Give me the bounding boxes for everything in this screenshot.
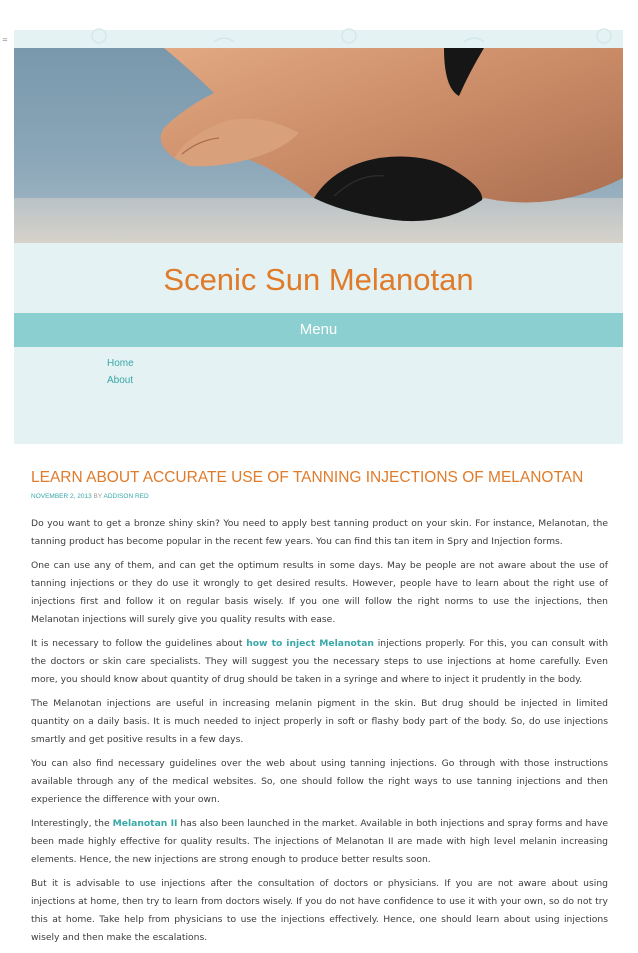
post-by-label: BY (93, 493, 103, 500)
header-decoration (14, 30, 623, 48)
swirl-pattern-icon (14, 30, 623, 48)
post-paragraph (31, 815, 608, 869)
post-paragraph (31, 635, 608, 689)
paragraph-text: It is necessary to follow the guidelines about (31, 638, 247, 649)
post-body (31, 515, 608, 953)
page-wrapper (14, 30, 623, 943)
link-melanotan-ii[interactable]: Melanotan II (112, 818, 178, 829)
hero-image (14, 48, 623, 243)
paragraph-text: Interestingly, the (31, 818, 113, 829)
post-paragraph: The Melanotan injections are useful in increasing melanin pigment in the skin. But drug should be injected in limited quantity on a daily basis. It is much needed to inject properly in soft or flashy body part of the body. So, do use injections smartly and get positive results in a few days. (31, 698, 608, 745)
post-date[interactable]: NOVEMBER 2, 2013 (31, 493, 92, 500)
post-paragraph: But it is advisable to use injections after the consultation of doctors or physicians. If you are not aware about using injections at home, then try to learn from doctors wisely. If you do not have confidence to use it with your own, so do not try this at home. Take help from physicians to use the injections effectively. Hence, one should learn about using injections wisely and then make the escalations. (31, 878, 608, 943)
post-paragraph: Do you want to get a bronze shiny skin? You need to apply best tanning product on your skin. For instance, Melanotan, the tanning product has become popular in the recent few years. You can find this tan item in Spry and Injection forms. (31, 518, 608, 547)
primary-nav (107, 355, 134, 389)
site-title[interactable]: Scenic Sun Melanotan (163, 262, 474, 297)
post-title[interactable]: LEARN ABOUT ACCURATE USE OF TANNING INJECTIONS OF MELANOTAN (31, 469, 584, 486)
hero-photo-illustration (14, 48, 623, 243)
paragraph-text: injections properly. For this, you can consult with the doctors or skin care specialists. They will suggest you the necessary steps to use injections at home carefully. Even more, you should know about quantity of drug should be taken in a syringe and where to inject it prudently in the body. (31, 638, 609, 685)
post-meta (31, 493, 149, 500)
post-paragraph: One can use any of them, and can get the optimum results in some days. May be people are not aware about the use of tanning injections or they do use it wrongly to get desired results. However, people have to learn about the right use of injections first and follow it on regular basis wisely. If you one will follow the right norms to use the injections, then Melanotan injections will surely give you quality results with ease. (31, 560, 608, 625)
menu-toggle-button[interactable]: Menu (14, 313, 623, 347)
post-article (14, 444, 623, 943)
paragraph-text: has also been launched in the market. Available in both injections and spray forms and have been made highly effective for quality results. The injections of Melanotan II are made with high level melanin increasing elements. Hence, the new injections are strong enough to produce better results soon. (31, 818, 608, 865)
nav-link-about[interactable]: About (107, 375, 134, 386)
post-paragraph: You can also find necessary guidelines over the web about using tanning injections. Go through with those instructions available through any of the medical websites. So, one should follow the right ways to use tanning injections and then experience the difference with your own. (31, 758, 608, 805)
corner-mark: = (2, 36, 8, 44)
post-author[interactable]: ADDISON RED (103, 493, 149, 500)
nav-link-home[interactable]: Home (107, 358, 134, 369)
link-how-to-inject-melanotan[interactable]: how to inject Melanotan (246, 638, 374, 649)
